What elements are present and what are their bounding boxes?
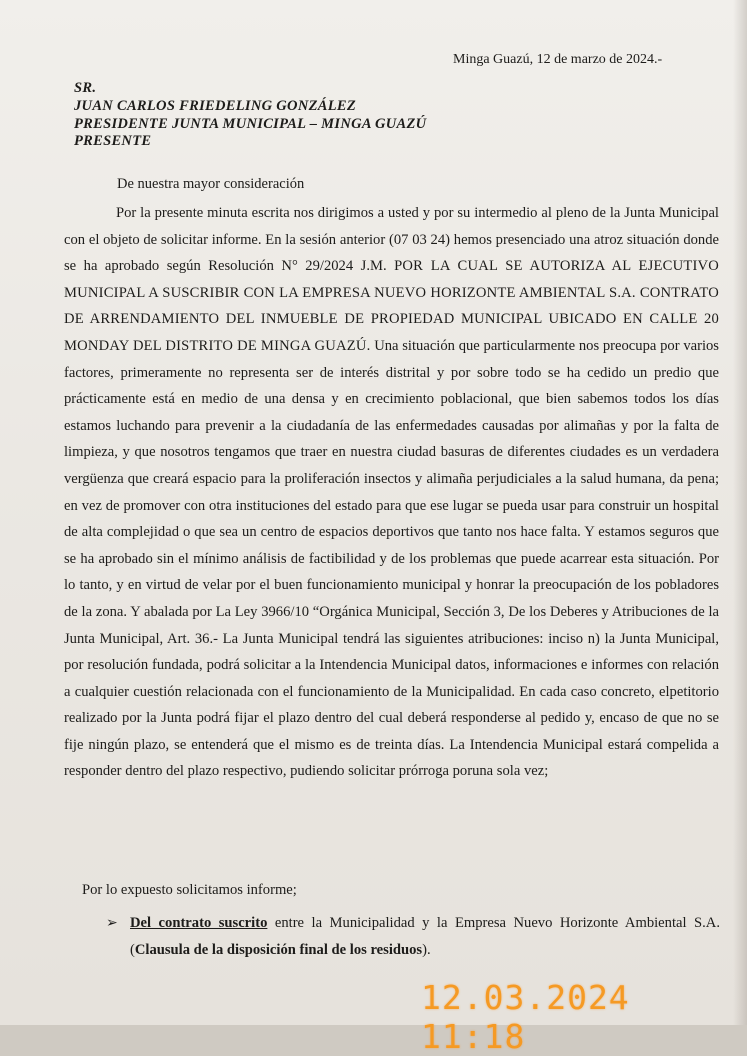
arrow-bullet-icon: ➢ [106,916,118,931]
bullet-text [130,910,720,964]
letter-body [64,200,719,785]
recipient-salutation: SR. [74,80,97,96]
letter-date: Minga Guazú, 12 de marzo de 2024.- [453,52,663,67]
closing-line: Por lo expuesto solicitamos informe; [82,882,297,898]
greeting: De nuestra mayor consideración [117,176,305,192]
recipient-title: PRESIDENTE JUNTA MUNICIPAL – MINGA GUAZÚ [74,116,427,132]
bullet-end: ). [422,942,431,958]
body-rest: Una situación que particularmente nos preocupa por varios factores, primeramente no representa ser de interés distrital y por sobre todo se ha cedido un predio que prácticamente está en medio de una densa y en crecimiento poblacional, que bien sabemos todos los días estamos luchando para prevenir a la ciudadanía de las enfermedades causadas por alimañas y por la falta de limpieza, y que nosotros tengamos que traer en nuestra ciudad basuras de diferentes ciudades es un verdadera vergüenza que creará espacio para la proliferación insectos y alimaña perjudiciales a la salud humana, da pena; en vez de promover con otra instituciones del estado para que ese lugar se pueda usar para construir un hospital de alta complejidad o que sea un centro de espacios deportivos que tanto nos hace falta. Y estamos seguros que se ha aprobado sin el mínimo análisis de factibilidad y de los problemas que puede acarrear esta situación. Por lo tanto, y en virtud de velar por el buen funcionamiento municipal y honrar la preocupación de los pobladores de la zona. Y abalada por La Ley 3966/10 “Orgánica Municipal, Sección 3, De los Deberes y Atribuciones de la Junta Municipal, Art. 36.- La Junta Municipal tendrá las siguientes atribuciones: inciso n) la Junta Municipal, por resolución fundada, podrá solicitar a la Intendencia Municipal datos, informaciones e informes con relación a cualquier cuestión relacionada con el funcionamiento de la Municipalidad. En cada caso concreto, elpetitorio realizado por la Junta podrá fijar el plazo dentro del cual deberá responderse al pedido y, encaso de que no se fije ningún plazo, se entenderá que el mismo es de treinta días. La Intendencia Municipal estará compelida a responder dentro del plazo respectivo, pudiendo solicitar prórroga poruna sola vez; [64,337,719,780]
bullet-bold-part: Del contrato suscrito [130,915,268,931]
bullet-paren-bold: Clausula de la disposición final de los residuos [134,942,423,958]
bullet-mid: entre la Municipalidad y la Empresa Nuevo Horizonte Ambiental S.A. ( [130,915,720,958]
recipient-name: JUAN CARLOS FRIEDELING GONZÁLEZ [74,98,357,114]
body-intro: Por la presente minuta escrita nos dirigimos a usted y por su intermedio al pleno de la Junta Municipal con el objeto de solicitar informe. En la sesión anterior (07 03 24) hemos presenciado una atroz situación donde se ha aprobado según Resolución N° 29/2024 J.M. [64,205,719,275]
page-shadow [733,0,747,1025]
recipient-presente: PRESENTE [74,133,152,149]
body-resolution-caps: POR LA CUAL SE AUTORIZA AL EJECUTIVO MUNICIPAL A SUSCRIBIR CON LA EMPRESA NUEVO HORIZONTE AMBIENTAL S.A. CONTRATO DE ARRENDAMIENTO DEL INMUEBLE DE PROPIEDAD MUNICIPAL UBICADO EN CALLE 20 MONDAY DEL DISTRITO DE MINGA GUAZÚ. [64,258,719,354]
camera-timestamp: 12.03.2024 11:18 [421,978,630,1056]
request-bullet [106,910,720,964]
